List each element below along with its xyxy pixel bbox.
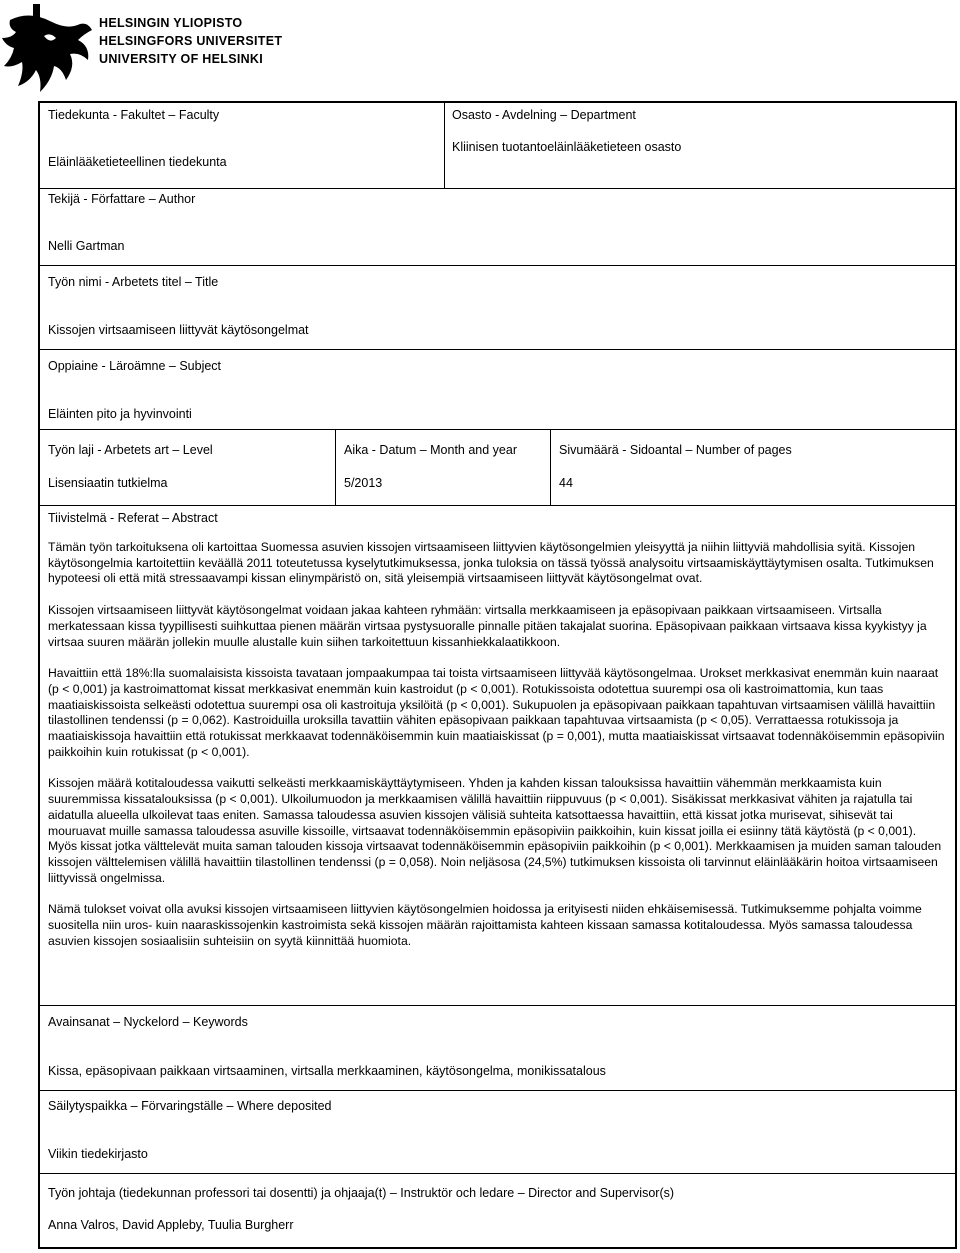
supervisor-label: Työn johtaja (tiedekunnan professori tai dosentti) ja ohjaaja(t) – Instruktör och ledare – Director and Supervisor(s) <box>48 1186 675 1200</box>
abstract-paragraph: Kissojen määrä kotitaloudessa vaikutti selkeästi merkkaamiskäyttäytymiseen. Yhden ja kahden kissan talouksissa havaittiin vähemmän merkkaamista kuin suuremmissa kissatalouksissa (p < 0,001). Ulkoilumuodon ja merkkaamisen välillä havaittiin riippuvuus (p < 0,001). Sisäkissat merkkasivat vähiten ja rajatulla tai aidatulla alueella ulkoilevat taas eniten. Samassa taloudessa asuvien kissojen välisiä suhteita katsottaessa havaittiin, että kissat jotka murisevat, sihisevät tai mouruavat muille samassa taloudessa asuville kissoille, virtsaavat todennäköisemmin epäsopiviin paikkoihin, kuin kissat joilla ei esiinny tätä käytöstä (p < 0,001). Myös kissat jotka välttelevät muita saman talouden kissoja virtsaavat todennäköisemmin epäsopiviin paikkoihin (p < 0,001). Merkkaamisen ja muiden saman talouden kissojen välttelemisen välillä havaittiin tilastollinen tendenssi (p = 0,058). Noin neljäsosa (24,5%) tutkimuksen kissoista oli tarvinnut eläinlääkärin hoitoa virtsaamiseen liittyvissä ongelmissa. <box>48 776 942 885</box>
level-date-pages-row <box>40 430 955 506</box>
pages-value: 44 <box>559 476 573 490</box>
subject-label: Oppiaine - Läroämne – Subject <box>48 359 222 373</box>
abstract-paragraph: Nämä tulokset voivat olla avuksi kissojen virtsaamiseen liittyvien käytösongelmien hoidossa ja erityisesti niiden ehkäisemisessä. Tutkimuksemme pohjalta voimme suositella niin uros- kuin naaraskissojenkin kastroimista sekä kissojen määrän rajoittamista kahteen kissaan samassa kotitaloudessa. Myös samassa taloudessa asuvien kissojen sosiaalisiin suhteisiin on syytä kiinnittää huomiota. <box>48 902 922 948</box>
faculty-value: Eläinlääketieteellinen tiedekunta <box>48 155 227 169</box>
deposited-label: Säilytyspaikka – Förvaringställe – Where deposited <box>48 1099 332 1113</box>
title-label: Työn nimi - Arbetets titel – Title <box>48 275 219 289</box>
faculty-label: Tiedekunta - Fakultet – Faculty <box>48 108 220 122</box>
department-value: Kliinisen tuotantoeläinlääketieteen osasto <box>452 140 682 154</box>
deposited-row <box>40 1091 955 1174</box>
abstract-body <box>48 540 947 965</box>
date-value: 5/2013 <box>344 476 383 490</box>
abstract-form <box>38 101 957 1249</box>
column-divider <box>550 430 551 505</box>
abstract-label: Tiivistelmä - Referat – Abstract <box>48 511 218 525</box>
logo-line-3: UNIVERSITY OF HELSINKI <box>99 52 264 66</box>
abstract-paragraph: Kissojen virtsaamiseen liittyvät käytösongelmat voidaan jakaa kahteen ryhmään: virtsalla merkkaamiseen ja epäsopivaan paikkaan virtsaamiseen. Virtsalla merkatessaan kissa tyypillisesti suihkuttaa pienen määrän virtsaa pystysuoralle pinnalle pitäen takajalat suorina. Epäsopivaan paikkaan virtsaava kissa kyykistyy ja virtsaa suuren määrän jollekin muulle alustalle kuin siihen tarkoitettuun kissanhiekkalaatikkoon. <box>48 603 927 649</box>
date-label: Aika - Datum – Month and year <box>344 443 517 457</box>
deposited-value: Viikin tiedekirjasto <box>48 1147 148 1161</box>
faculty-department-row <box>40 103 955 189</box>
pages-label: Sivumäärä - Sidoantal – Number of pages <box>559 443 792 457</box>
subject-value: Eläinten pito ja hyvinvointi <box>48 407 192 421</box>
keywords-value: Kissa, epäsopivaan paikkaan virtsaaminen, virtsalla merkkaaminen, käytösongelma, monikissatalous <box>48 1064 606 1078</box>
subject-row <box>40 350 955 430</box>
keywords-label: Avainsanat – Nyckelord – Keywords <box>48 1015 248 1029</box>
level-value: Lisensiaatin tutkielma <box>48 476 168 490</box>
abstract-paragraph: Havaittiin että 18%:lla suomalaisista kissoista tavataan jompaakumpaa tai toista virtsaamiseen liittyvää käytösongelmaa. Urokset merkkasivat enemmän kuin naaraat (p < 0,001) ja kastroimattomat kissat merkkasivat enemmän kuin kastroidut (p < 0,001). Rotukissoista odotettua suurempi osa oli kastroimattomia, kun taas maatiaiskissoista selkeästi odotettua suurempi osa oli kastroituja yksilöitä (p < 0,001). Sukupuolen ja epäsopivaan paikkaan tapahtuvan virtsaamisen välillä havaittiin tilastollinen tendenssi (p = 0,062). Kastroiduilla uroksilla tavattiin vähiten epäsopivaan paikkaan tapahtuvaa virtsaamista (p < 0,05). Verrattaessa rotukissoja ja maatiaiskissoja havaittiin että rotukissat merkkaavat todennäköisemmin kuin maatiaiskissat (p = 0,001), mutta maatiaiskissat virtsaavat todennäköisemmin epäsopiviin paikkoihin kuin rotukissat (p < 0,001). <box>48 666 945 759</box>
flame-emblem-icon <box>0 0 96 98</box>
abstract-paragraph: Tämän työn tarkoituksena oli kartoittaa Suomessa asuvien kissojen virtsaamiseen liittyvien käytösongelmien yleisyyttä ja niihin liittyviä mahdollisia syitä. Kissojen käytösongelmia kartoitettiin keväällä 2011 toteutetussa kyselytutkimuksessa, jonka tuloksia on tässä työssä analysoitu virtsaamiskäyttäytymisen osalta. Tutkimuksen hypoteesi oli että mitä stressaavampi kissan elinympäristö on, sitä yleisempiä virtsaamiseen liittyvät käytösongelmat ovat. <box>48 540 934 586</box>
author-value: Nelli Gartman <box>48 239 125 253</box>
supervisor-row <box>40 1174 955 1247</box>
column-divider <box>444 103 445 188</box>
department-label: Osasto - Avdelning – Department <box>452 108 636 122</box>
level-label: Työn laji - Arbetets art – Level <box>48 443 213 457</box>
author-label: Tekijä - Författare – Author <box>48 192 196 206</box>
supervisor-value: Anna Valros, David Appleby, Tuulia Burgherr <box>48 1218 294 1232</box>
keywords-row <box>40 1006 955 1091</box>
logo-line-1: HELSINGIN YLIOPISTO <box>99 16 243 30</box>
title-value: Kissojen virtsaamiseen liittyvät käytösongelmat <box>48 323 309 337</box>
title-row <box>40 266 955 350</box>
university-logo <box>0 0 300 100</box>
logo-line-2: HELSINGFORS UNIVERSITET <box>99 34 283 48</box>
author-row <box>40 189 955 266</box>
column-divider <box>335 430 336 505</box>
